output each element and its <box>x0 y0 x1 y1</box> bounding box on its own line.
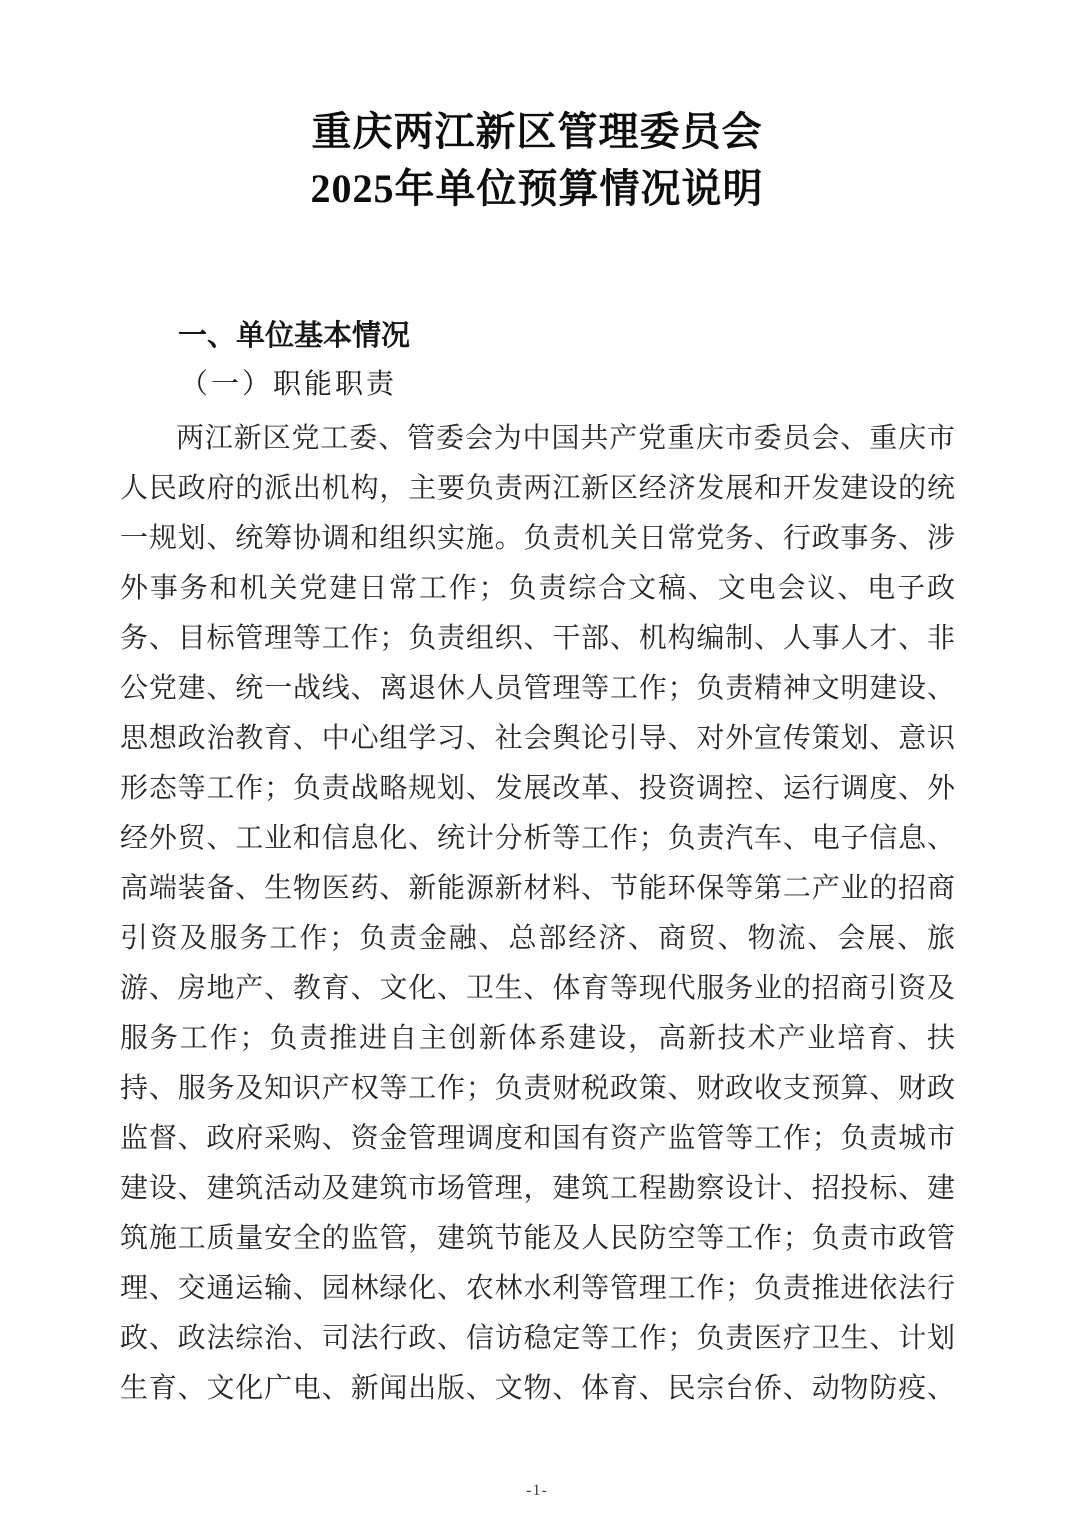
body-line: 经外贸、工业和信息化、统计分析等工作；负责汽车、电子信息、 <box>120 823 955 854</box>
subsection-heading-duties: （一）职能职责 <box>180 369 398 400</box>
document-title-line-1: 重庆两江新区管理委员会 <box>311 109 763 154</box>
document-title-line-2: 2025年单位预算情况说明 <box>310 166 764 211</box>
body-line: 外事务和机关党建日常工作；负责综合文稿、文电会议、电子政 <box>120 573 955 604</box>
body-line: 思想政治教育、中心组学习、社会舆论引导、对外宣传策划、意识 <box>120 723 955 754</box>
body-line: 监督、政府采购、资金管理调度和国有资产监管等工作；负责城市 <box>120 1123 955 1154</box>
body-line: 一规划、统筹协调和组织实施。负责机关日常党务、行政事务、涉 <box>120 523 955 554</box>
body-line: 公党建、统一战线、离退休人员管理等工作；负责精神文明建设、 <box>120 673 955 704</box>
body-line: 人民政府的派出机构，主要负责两江新区经济发展和开发建设的统 <box>120 473 955 504</box>
section-heading-basic-info: 一、单位基本情况 <box>178 320 411 352</box>
body-line: 两江新区党工委、管委会为中国共产党重庆市委员会、重庆市 <box>176 423 955 454</box>
body-line: 高端装备、生物医药、新能源新材料、节能环保等第二产业的招商 <box>120 873 955 904</box>
body-line: 务、目标管理等工作；负责组织、干部、机构编制、人事人才、非 <box>120 623 955 654</box>
page-number: -1- <box>526 1482 548 1499</box>
body-line: 形态等工作；负责战略规划、发展改革、投资调控、运行调度、外 <box>120 773 955 804</box>
body-line: 理、交通运输、园林绿化、农林水利等管理工作；负责推进依法行 <box>120 1273 955 1304</box>
body-line: 持、服务及知识产权等工作；负责财税政策、财政收支预算、财政 <box>120 1073 955 1104</box>
body-line: 政、政法综治、司法行政、信访稳定等工作；负责医疗卫生、计划 <box>120 1323 955 1354</box>
body-line: 生育、文化广电、新闻出版、文物、体育、民宗台侨、动物防疫、 <box>120 1373 955 1404</box>
body-line: 建设、建筑活动及建筑市场管理，建筑工程勘察设计、招投标、建 <box>120 1173 955 1204</box>
body-line: 服务工作；负责推进自主创新体系建设，高新技术产业培育、扶 <box>120 1023 955 1054</box>
body-line: 引资及服务工作；负责金融、总部经济、商贸、物流、会展、旅 <box>120 923 955 954</box>
document-title <box>0 0 1074 217</box>
body-paragraph <box>120 414 955 1414</box>
body-line: 筑施工质量安全的监管，建筑节能及人民防空等工作；负责市政管 <box>120 1223 955 1254</box>
body-line: 游、房地产、教育、文化、卫生、体育等现代服务业的招商引资及 <box>120 973 955 1004</box>
